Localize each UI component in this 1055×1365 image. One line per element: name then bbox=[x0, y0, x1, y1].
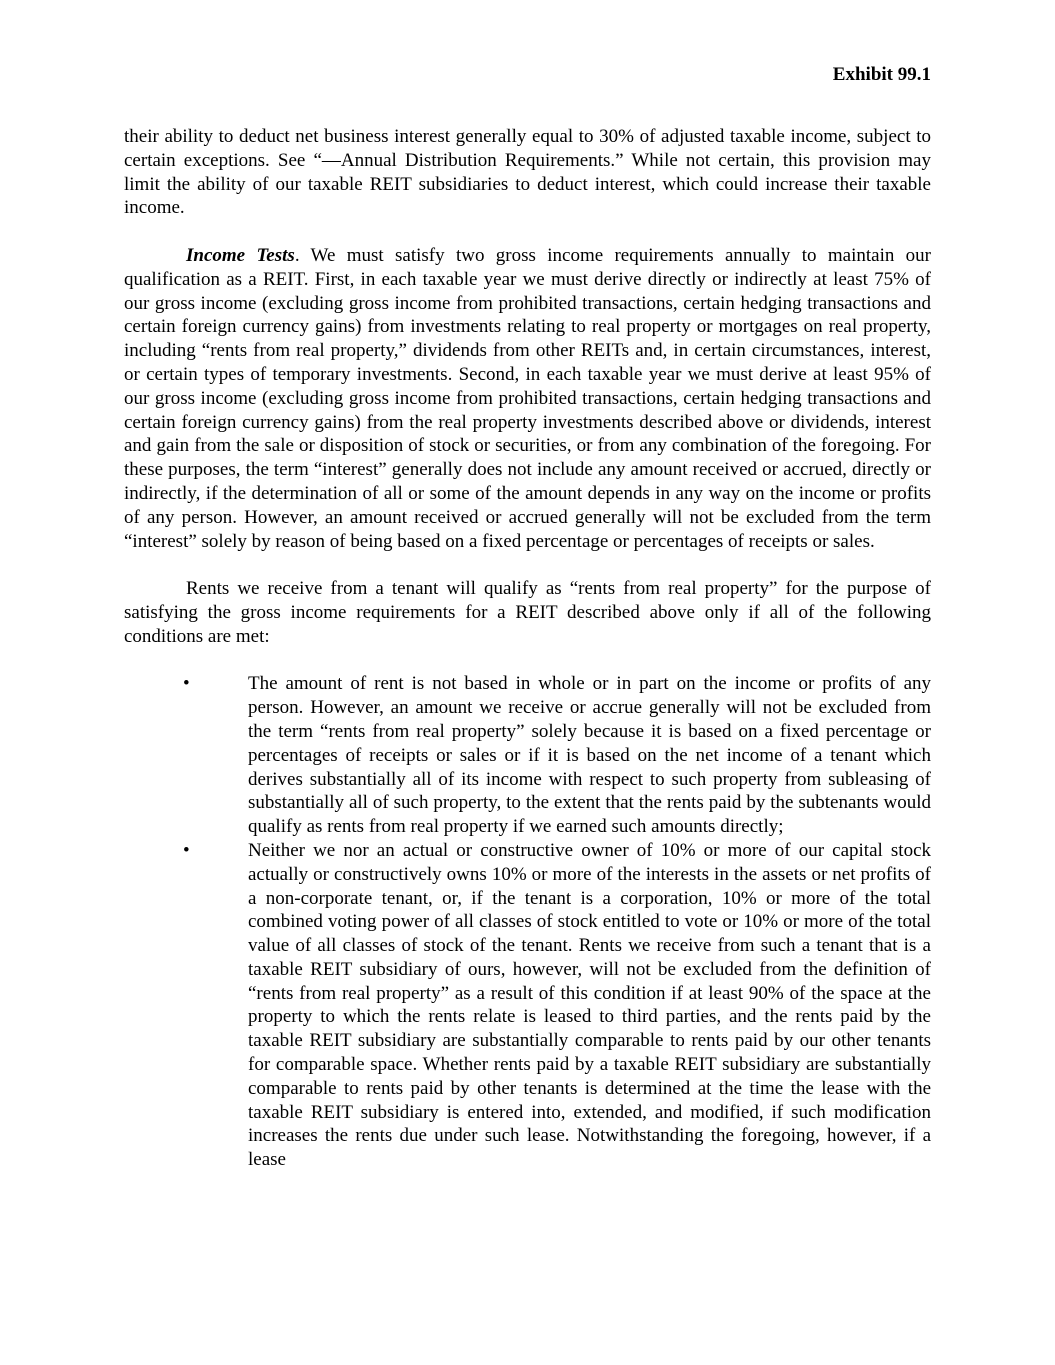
bullet-icon: • bbox=[183, 673, 190, 695]
list-item bbox=[124, 839, 931, 1172]
paragraph-interest-deduction: their ability to deduct net business interest generally equal to 30% of adjusted taxable income, subject to certain exceptions. See “—Annual Distribution Requirements.” While not certain, this provision may limit the ability of our taxable REIT subsidiaries to deduct interest, which could increase their taxable income. bbox=[124, 126, 931, 219]
list-item bbox=[124, 672, 931, 839]
document-body bbox=[124, 125, 931, 1172]
paragraph-income-tests bbox=[124, 244, 931, 553]
income-tests-text: . We must satisfy two gross income requirements annually to maintain our qualification as a REIT. First, in each taxable year we must derive directly or indirectly at least 75% of our gross income (excluding gross income from prohibited transactions, certain hedging transactions and certain foreign currency gains) from investments relating to real property or mortgages on real property, including “rents from real property,” dividends from other REITs and, in certain circumstances, interest, or certain types of temporary investments. Second, in each taxable year we must derive at least 95% of our gross income (excluding gross income from prohibited transactions, certain hedging transactions and certain foreign currency gains) from the real property investments described above or dividends, interest and gain from the sale or disposition of stock or securities, or from any combination of the foregoing. For these purposes, the term “interest” generally does not include any amount received or accrued, directly or indirectly, if the determination of all or some of the amount depends in any way on the income or profits of any person. However, an amount received or accrued generally will not be excluded from the term “interest” solely by reason of being based on a fixed percentage or percentages of receipts or sales. bbox=[124, 244, 932, 552]
conditions-list bbox=[124, 672, 931, 1172]
bullet-icon: • bbox=[183, 839, 190, 861]
exhibit-label: Exhibit 99.1 bbox=[832, 64, 931, 85]
list-item-text: The amount of rent is not based in whole or in part on the income or profits of any person. However, an amount we receive or accrue generally will not be excluded from the term “rents from real property” solely because it is based on a fixed percentage or percentages of receipts or sales or if it is based on the net income of a tenant which derives substantially all of its income with respect to such property from subleasing of substantially all of such property, to the extent that the rents paid by the subtenants would qualify as rents from real property if we earned such amounts directly; bbox=[248, 673, 931, 838]
paragraph-rents-conditions: Rents we receive from a tenant will qualify as “rents from real property” for the purpose of satisfying the gross income requirements for a REIT described above only if all of the following conditions are met: bbox=[124, 578, 931, 647]
income-tests-heading: Income Tests bbox=[186, 244, 295, 266]
list-item-text: Neither we nor an actual or constructive owner of 10% or more of our capital stock actually or constructively owns 10% or more of the interests in the assets or net profits of a non-corporate tenant, or, if the tenant is a corporation, 10% or more of the total combined voting power of all classes of stock entitled to vote or 10% or more of the total value of all classes of stock of the tenant. Rents we receive from such a tenant that is a taxable REIT subsidiary of ours, however, will not be excluded from the definition of “rents from real property” as a result of this condition if at least 90% of the space at the property to which the rents relate is leased to third parties, and the rents paid by the taxable REIT subsidiary are substantially comparable to rents paid by our other tenants for comparable space. Whether rents paid by a taxable REIT subsidiary are substantially comparable to rents paid by other tenants is determined at the time the lease with the taxable REIT subsidiary is entered into, extended, and modified, if such modification increases the rents due under such lease. Notwithstanding the foregoing, however, if a lease bbox=[248, 839, 931, 1171]
